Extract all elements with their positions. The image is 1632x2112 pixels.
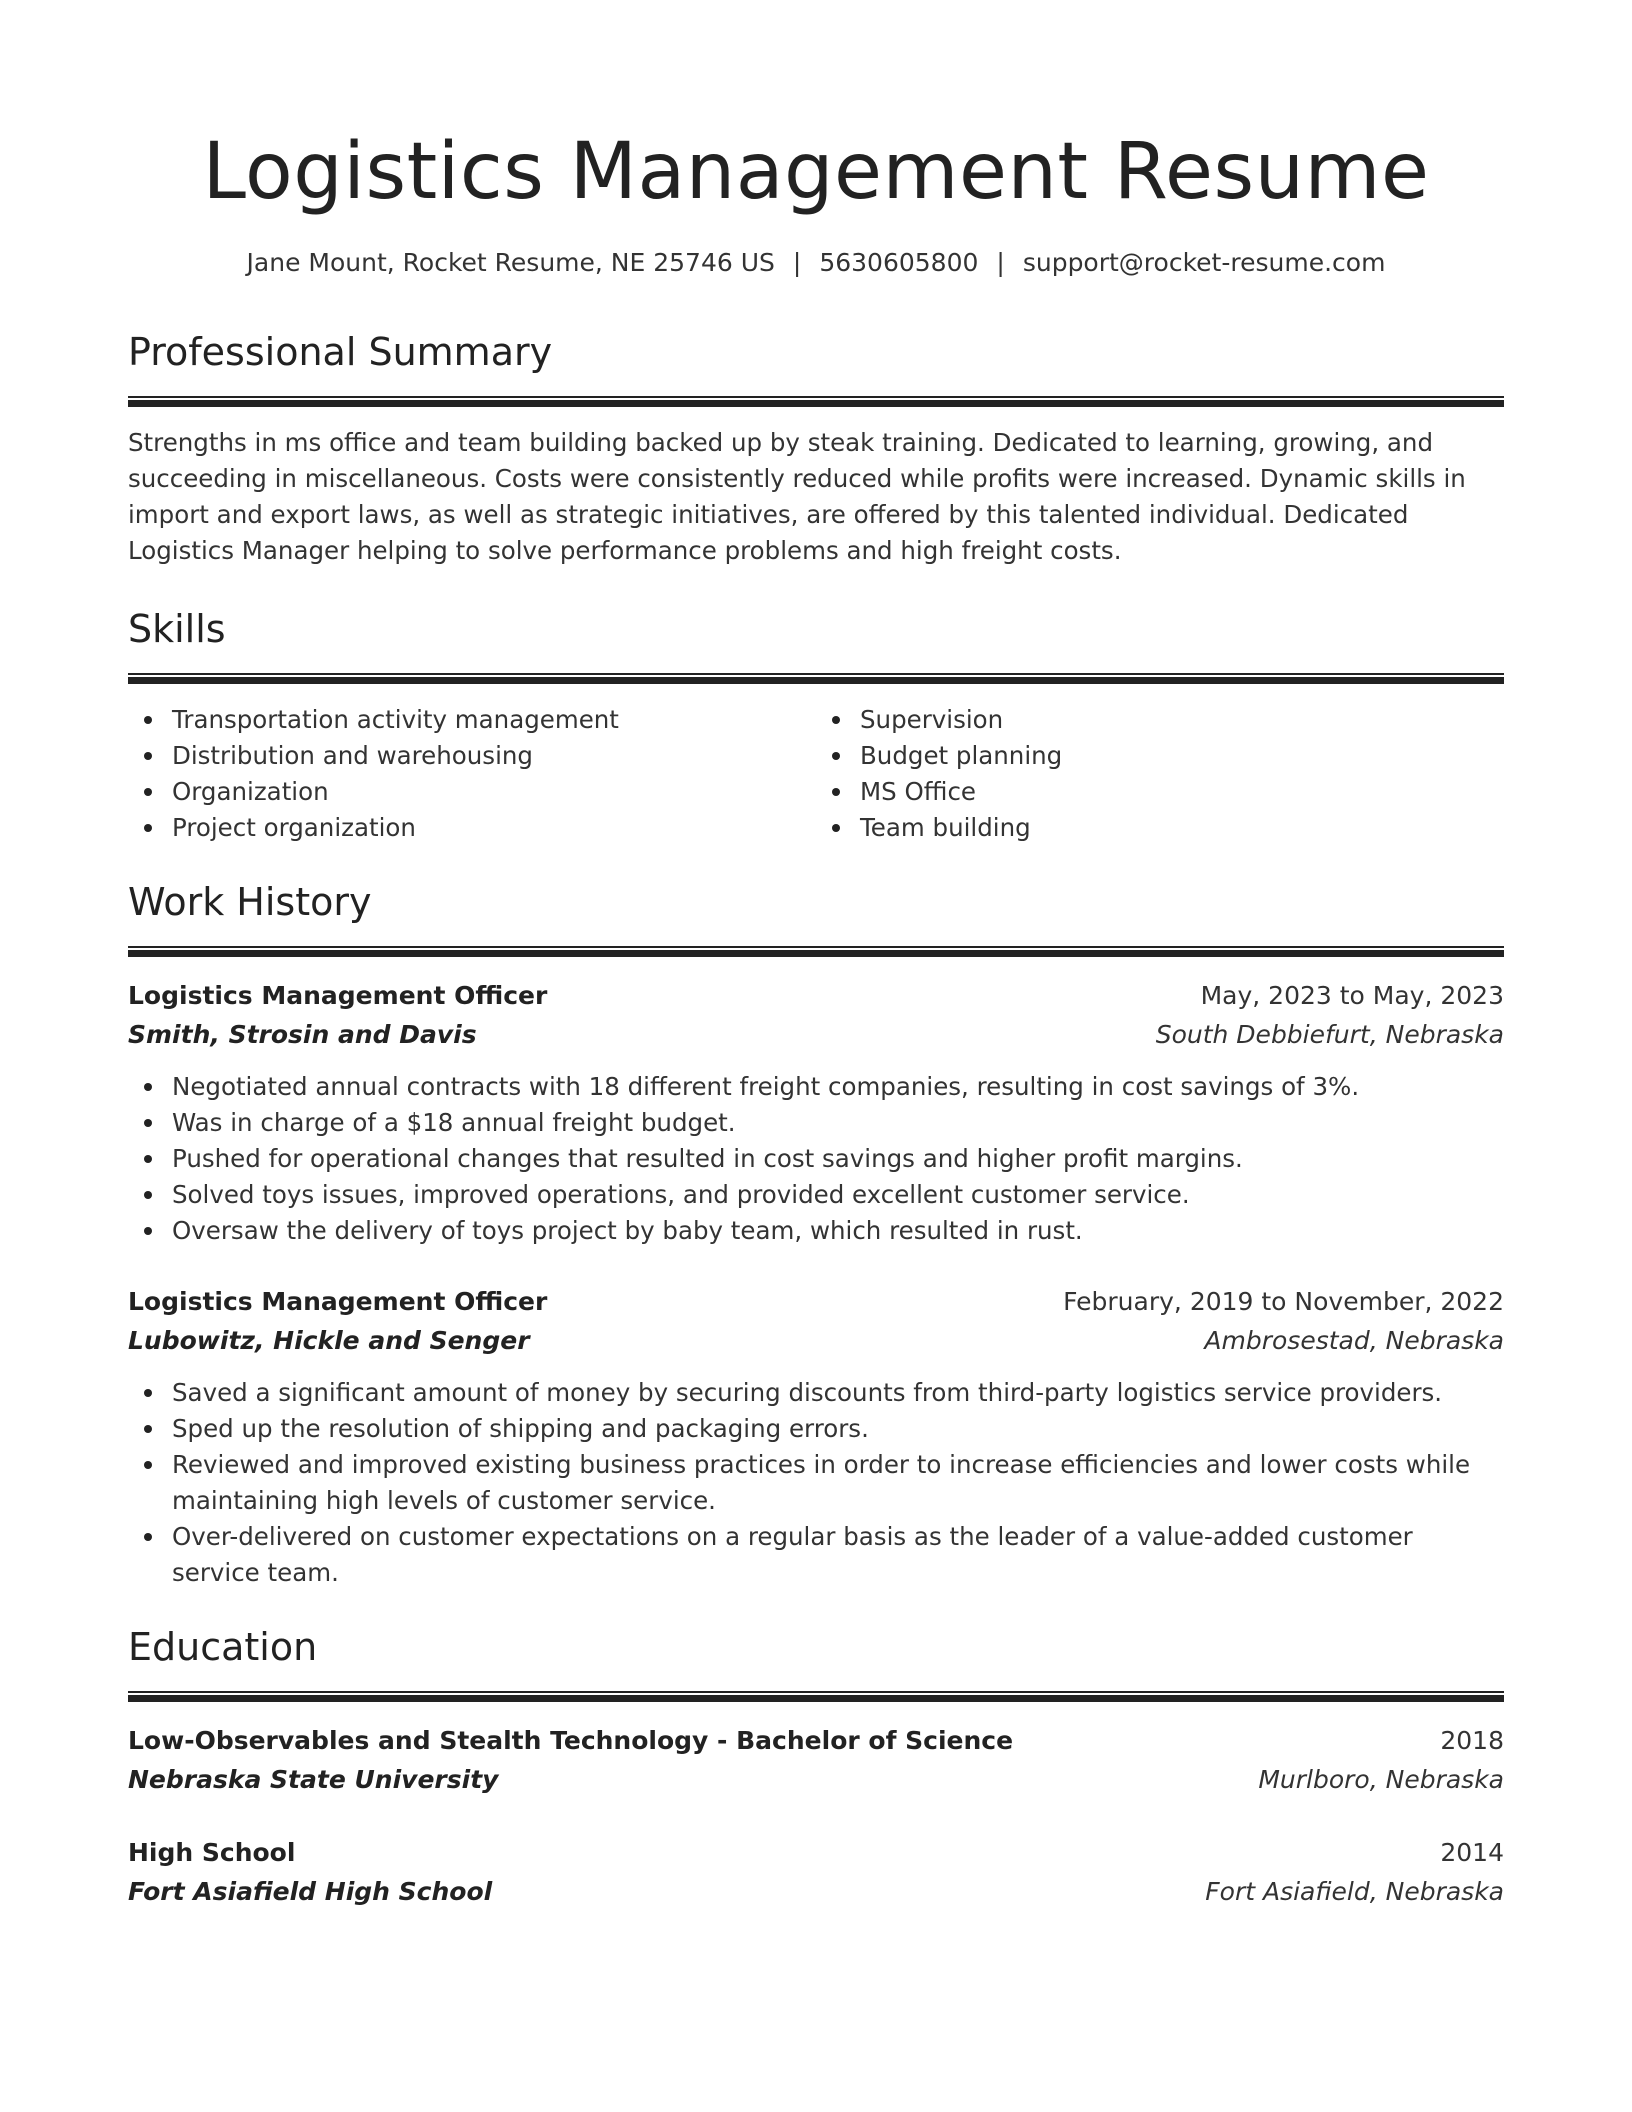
summary-text: Strengths in ms office and team building backed up by steak training. Dedicated to learning, growing, and succeeding in miscellaneous. Costs were consistently reduced while profits were increased. Dynamic skills in import and export laws, as well as strategic initiatives, are offered by this talented individual. Dedicated Logistics Manager helping to solve performance problems and high freight costs. [128, 428, 1466, 565]
skill-item: Transportation activity management [172, 702, 816, 738]
education-location: Murlboro, Nebraska [1258, 1765, 1504, 1794]
skill-item: Organization [172, 774, 816, 810]
job-header-row [128, 1283, 1504, 1321]
skills-columns [128, 702, 1504, 846]
job-duty-item: Oversaw the delivery of toys project by baby team, which resulted in rust. [172, 1213, 1504, 1249]
job-company-row [128, 1321, 1504, 1361]
contact-email: support@rocket-resume.com [1022, 248, 1386, 277]
job-duty-item: Solved toys issues, improved operations, and provided excellent customer service. [172, 1177, 1504, 1213]
job-duty-item: Reviewed and improved existing business practices in order to increase efficiencies and lower costs while maintaining high levels of customer service. [172, 1447, 1504, 1519]
education-school: Fort Asiafield High School [128, 1877, 493, 1906]
job-duty-item: Saved a significant amount of money by securing discounts from third-party logistics service providers. [172, 1375, 1504, 1411]
education-location: Fort Asiafield, Nebraska [1205, 1877, 1504, 1906]
job-company-row [128, 1015, 1504, 1055]
education-degree: Low-Observables and Stealth Technology - Bachelor of Science [128, 1726, 1014, 1755]
skill-item: MS Office [860, 774, 1504, 810]
skill-item: Team building [860, 810, 1504, 846]
job-title: Logistics Management Officer [128, 1287, 548, 1316]
job-title: Logistics Management Officer [128, 981, 548, 1010]
job-duty-item: Sped up the resolution of shipping and packaging errors. [172, 1411, 1504, 1447]
job-duties-list [128, 1375, 1504, 1591]
section-divider [128, 946, 1504, 957]
education-entry [128, 1722, 1504, 1800]
education-degree: High School [128, 1838, 296, 1867]
education-year: 2018 [1440, 1726, 1504, 1755]
skills-list-right [816, 702, 1504, 846]
job-location: South Debbiefurt, Nebraska [1155, 1020, 1504, 1049]
work-history-section [128, 876, 1504, 1591]
job-company: Smith, Strosin and Davis [128, 1020, 477, 1049]
contact-line [128, 246, 1504, 280]
education-school-row [128, 1872, 1504, 1912]
education-school: Nebraska State University [128, 1765, 499, 1794]
job-dates: February, 2019 to November, 2022 [1063, 1287, 1504, 1316]
education-school-row [128, 1760, 1504, 1800]
resume-title: Logistics Management Resume [202, 127, 1430, 217]
summary-section [128, 326, 1504, 569]
education-heading: Education [128, 1625, 318, 1669]
job-duties-list [128, 1069, 1504, 1249]
job-header-row [128, 977, 1504, 1015]
skills-section [128, 603, 1504, 846]
job-company: Lubowitz, Hickle and Senger [128, 1326, 530, 1355]
job-dates: May, 2023 to May, 2023 [1200, 981, 1504, 1010]
contact-address: Jane Mount, Rocket Resume, NE 25746 US [246, 248, 775, 277]
section-divider [128, 673, 1504, 684]
job-duty-item: Was in charge of a $18 annual freight budget. [172, 1105, 1504, 1141]
contact-separator: | [996, 248, 1005, 277]
job-duty-item: Negotiated annual contracts with 18 different freight companies, resulting in cost savings of 3%. [172, 1069, 1504, 1105]
skill-item: Budget planning [860, 738, 1504, 774]
skill-item: Project organization [172, 810, 816, 846]
education-section [128, 1621, 1504, 1912]
job-entry [128, 1283, 1504, 1591]
section-divider [128, 396, 1504, 407]
job-entry [128, 977, 1504, 1249]
education-year: 2014 [1440, 1838, 1504, 1867]
skill-item: Supervision [860, 702, 1504, 738]
contact-separator: | [792, 248, 802, 277]
education-entry [128, 1834, 1504, 1912]
job-duty-item: Pushed for operational changes that resulted in cost savings and higher profit margins. [172, 1141, 1504, 1177]
skill-item: Distribution and warehousing [172, 738, 816, 774]
skills-heading: Skills [128, 607, 226, 651]
contact-phone: 5630605800 [819, 248, 979, 277]
job-location: Ambrosestad, Nebraska [1204, 1326, 1504, 1355]
work-history-heading: Work History [128, 880, 372, 924]
skills-list-left [128, 702, 816, 846]
education-header-row [128, 1722, 1504, 1760]
education-header-row [128, 1834, 1504, 1872]
section-divider [128, 1691, 1504, 1702]
summary-heading: Professional Summary [128, 330, 553, 374]
job-duty-item: Over-delivered on customer expectations on a regular basis as the leader of a value-added customer service team. [172, 1519, 1504, 1591]
